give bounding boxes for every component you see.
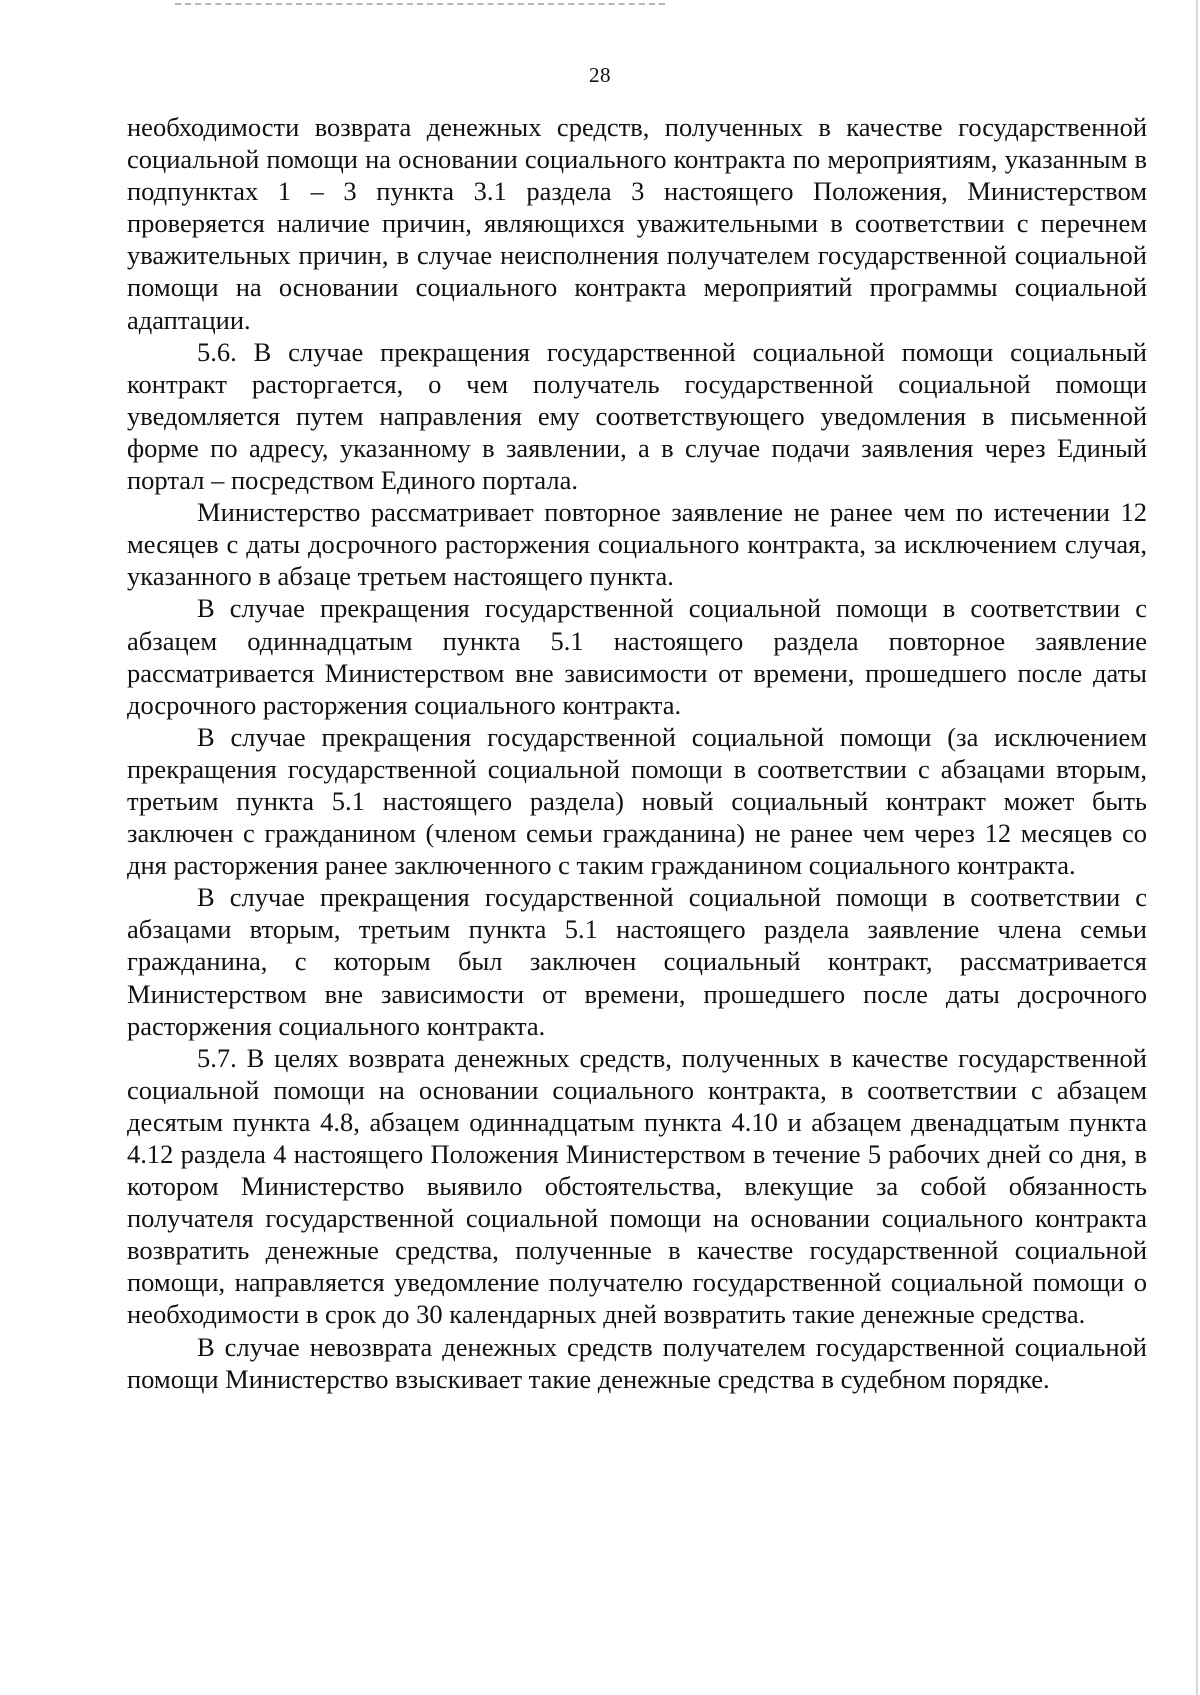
- paragraph-court-recovery: В случае невозврата денежных средств получателем государственной социальной помощи Министерство взыскивает такие денежные средства в судебном порядке.: [127, 1331, 1147, 1394]
- paragraph-continuation: необходимости возврата денежных средств, полученных в качестве государственной социальной помощи на основании социального контракта по мероприятиям, указанным в подпунктах 1 – 3 пункта 3.1 раздела 3 настоящего Положения, Министерством проверяется наличие причин, являющихся уважительными в соответствии с перечнем уважительных причин, в случае неисполнения получателем государственной социальной помощи на основании социального контракта мероприятий программы социальной адаптации.: [127, 112, 1147, 335]
- scan-right-edge: [1196, 0, 1198, 1695]
- scan-top-edge: [175, 3, 665, 5]
- paragraph-eleventh-abzac: В случае прекращения государственной социальной помощи в соответствии с абзацем одиннадцатым пункта 5.1 настоящего раздела повторное заявление рассматривается Министерством вне зависимости от времени, прошедшего после даты досрочного расторжения социального контракта.: [127, 593, 1147, 720]
- paragraph-family-member: В случае прекращения государственной социальной помощи в соответствии с абзацами вторым, третьим пункта 5.1 настоящего раздела заявление члена семьи гражданина, с которым был заключен социальный контракт, рассматривается Министерством вне зависимости от времени, прошедшего после даты досрочного расторжения социального контракта.: [127, 882, 1147, 1041]
- paragraph-5-7: 5.7. В целях возврата денежных средств, полученных в качестве государственной социальной помощи на основании социального контракта, в соответствии с абзацем десятым пункта 4.8, абзацем одиннадцатым пункта 4.10 и абзацем двенадцатым пункта 4.12 раздела 4 настоящего Положения Министерством в течение 5 рабочих дней со дня, в котором Министерство выявило обстоятельства, влекущие за собой обязанность получателя государственной социальной помощи на основании социального контракта возвратить денежные средства, полученные в качестве государственной социальной помощи, направляется уведомление получателю государственной социальной помощи о необходимости в срок до 30 календарных дней возвратить такие денежные средства.: [127, 1042, 1147, 1330]
- paragraph-5-6: 5.6. В случае прекращения государственной социальной помощи социальный контракт расторгается, о чем получатель государственной социальной помощи уведомляется путем направления ему соответствующего уведомления в письменной форме по адресу, указанному в заявлении, а в случае подачи заявления через Единый портал – посредством Единого портала.: [127, 336, 1147, 496]
- document-body: [127, 111, 1147, 1395]
- paragraph-reapplication: Министерство рассматривает повторное заявление не ранее чем по истечении 12 месяцев с даты досрочного расторжения социального контракта, за исключением случая, указанного в абзаце третьем настоящего пункта.: [127, 497, 1147, 592]
- page-number: 28: [589, 63, 611, 87]
- paragraph-new-contract: В случае прекращения государственной социальной помощи (за исключением прекращения государственной социальной помощи в соответствии с абзацами вторым, третьим пункта 5.1 настоящего раздела) новый социальный контракт может быть заключен с гражданином (членом семьи гражданина) не ранее чем через 12 месяцев со дня расторжения ранее заключенного с таким гражданином социального контракта.: [127, 721, 1147, 881]
